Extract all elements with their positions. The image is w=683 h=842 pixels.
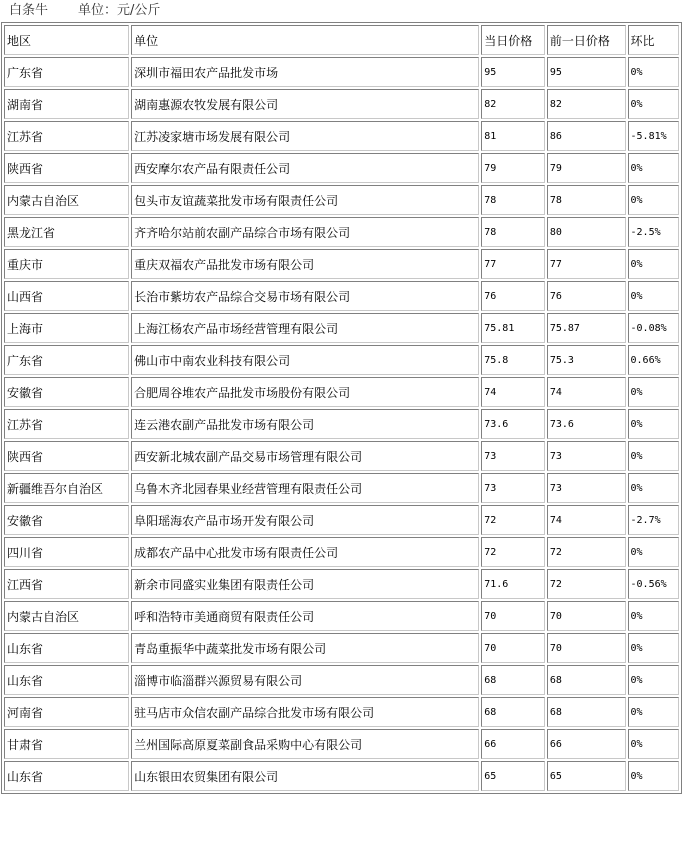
previous-price-cell: 77 [547,249,626,279]
table-caption [0,0,683,22]
today-price-cell: 78 [481,217,545,247]
market-cell: 西安摩尔农产品有限责任公司 [131,153,479,183]
today-price-cell: 82 [481,89,545,119]
previous-price-cell: 68 [547,697,626,727]
table-row [4,249,679,279]
today-price-cell: 66 [481,729,545,759]
market-cell: 阜阳瑶海农产品市场开发有限公司 [131,505,479,535]
today-price-cell: 77 [481,249,545,279]
previous-price-cell: 68 [547,665,626,695]
today-price-cell: 75.81 [481,313,545,343]
region-cell: 山东省 [4,665,129,695]
previous-price-cell: 75.3 [547,345,626,375]
today-price-cell: 73 [481,473,545,503]
market-cell: 包头市友谊蔬菜批发市场有限责任公司 [131,185,479,215]
change-cell: 0% [628,281,679,311]
price-unit: 单位：元/公斤 [78,3,161,18]
today-price-cell: 73.6 [481,409,545,439]
region-cell: 广东省 [4,57,129,87]
today-price-cell: 81 [481,121,545,151]
region-cell: 安徽省 [4,377,129,407]
table-row [4,633,679,663]
today-price-cell: 70 [481,633,545,663]
market-cell: 呼和浩特市美通商贸有限责任公司 [131,601,479,631]
market-cell: 湖南惠源农牧发展有限公司 [131,89,479,119]
change-cell: 0% [628,537,679,567]
table-header-row [4,25,679,55]
table-row [4,281,679,311]
table-row [4,441,679,471]
table-row [4,57,679,87]
price-table [1,22,682,794]
change-cell: 0% [628,665,679,695]
previous-price-cell: 95 [547,57,626,87]
market-cell: 新余市同盛实业集团有限责任公司 [131,569,479,599]
today-price-cell: 68 [481,697,545,727]
previous-price-cell: 73 [547,441,626,471]
change-cell: 0% [628,249,679,279]
market-cell: 合肥周谷堆农产品批发市场股份有限公司 [131,377,479,407]
region-cell: 河南省 [4,697,129,727]
market-cell: 兰州国际高原夏菜副食品采购中心有限公司 [131,729,479,759]
previous-price-cell: 80 [547,217,626,247]
market-cell: 佛山市中南农业科技有限公司 [131,345,479,375]
table-row [4,505,679,535]
table-row [4,569,679,599]
table-row [4,601,679,631]
region-cell: 重庆市 [4,249,129,279]
region-cell: 安徽省 [4,505,129,535]
region-cell: 陕西省 [4,153,129,183]
table-row [4,697,679,727]
previous-price-cell: 65 [547,761,626,791]
change-cell: 0% [628,601,679,631]
change-cell: 0% [628,57,679,87]
previous-price-cell: 74 [547,505,626,535]
region-cell: 四川省 [4,537,129,567]
change-cell: 0% [628,473,679,503]
table-row [4,473,679,503]
region-cell: 陕西省 [4,441,129,471]
today-price-cell: 75.8 [481,345,545,375]
region-cell: 山东省 [4,633,129,663]
previous-price-cell: 73 [547,473,626,503]
change-cell: 0% [628,377,679,407]
table-row [4,729,679,759]
region-cell: 江苏省 [4,409,129,439]
header-previous-price: 前一日价格 [547,25,626,55]
table-row [4,377,679,407]
market-cell: 西安新北城农副产品交易市场管理有限公司 [131,441,479,471]
change-cell: -2.7% [628,505,679,535]
today-price-cell: 95 [481,57,545,87]
change-cell: 0% [628,153,679,183]
change-cell: -5.81% [628,121,679,151]
change-cell: 0% [628,89,679,119]
table-row [4,761,679,791]
today-price-cell: 76 [481,281,545,311]
previous-price-cell: 72 [547,569,626,599]
market-cell: 深圳市福田农产品批发市场 [131,57,479,87]
table-row [4,89,679,119]
market-cell: 驻马店市众信农副产品综合批发市场有限公司 [131,697,479,727]
change-cell: 0% [628,697,679,727]
today-price-cell: 73 [481,441,545,471]
market-cell: 江苏凌家塘市场发展有限公司 [131,121,479,151]
market-cell: 连云港农副产品批发市场有限公司 [131,409,479,439]
table-row [4,121,679,151]
header-market: 单位 [131,25,479,55]
product-name: 白条牛 [9,3,49,18]
previous-price-cell: 73.6 [547,409,626,439]
previous-price-cell: 78 [547,185,626,215]
price-table-body [4,25,679,791]
previous-price-cell: 66 [547,729,626,759]
previous-price-cell: 75.87 [547,313,626,343]
table-row [4,153,679,183]
header-change: 环比 [628,25,679,55]
change-cell: 0% [628,729,679,759]
region-cell: 湖南省 [4,89,129,119]
market-cell: 淄博市临淄群兴源贸易有限公司 [131,665,479,695]
region-cell: 山东省 [4,761,129,791]
change-cell: 0% [628,761,679,791]
change-cell: 0% [628,441,679,471]
market-cell: 上海江杨农产品市场经营管理有限公司 [131,313,479,343]
today-price-cell: 70 [481,601,545,631]
table-row [4,185,679,215]
region-cell: 江西省 [4,569,129,599]
market-cell: 齐齐哈尔站前农副产品综合市场有限公司 [131,217,479,247]
change-cell: -0.56% [628,569,679,599]
previous-price-cell: 70 [547,601,626,631]
today-price-cell: 78 [481,185,545,215]
previous-price-cell: 74 [547,377,626,407]
previous-price-cell: 70 [547,633,626,663]
table-row [4,409,679,439]
change-cell: 0.66% [628,345,679,375]
region-cell: 广东省 [4,345,129,375]
change-cell: 0% [628,185,679,215]
change-cell: -2.5% [628,217,679,247]
region-cell: 山西省 [4,281,129,311]
change-cell: 0% [628,633,679,663]
region-cell: 黑龙江省 [4,217,129,247]
region-cell: 江苏省 [4,121,129,151]
today-price-cell: 68 [481,665,545,695]
region-cell: 内蒙古自治区 [4,185,129,215]
market-cell: 青岛重振华中蔬菜批发市场有限公司 [131,633,479,663]
region-cell: 甘肃省 [4,729,129,759]
table-row [4,665,679,695]
today-price-cell: 79 [481,153,545,183]
table-row [4,537,679,567]
today-price-cell: 71.6 [481,569,545,599]
previous-price-cell: 79 [547,153,626,183]
table-row [4,345,679,375]
change-cell: 0% [628,409,679,439]
previous-price-cell: 86 [547,121,626,151]
change-cell: -0.08% [628,313,679,343]
market-cell: 重庆双福农产品批发市场有限公司 [131,249,479,279]
table-row [4,217,679,247]
today-price-cell: 72 [481,505,545,535]
today-price-cell: 65 [481,761,545,791]
today-price-cell: 74 [481,377,545,407]
previous-price-cell: 82 [547,89,626,119]
market-cell: 长治市紫坊农产品综合交易市场有限公司 [131,281,479,311]
today-price-cell: 72 [481,537,545,567]
market-cell: 山东银田农贸集团有限公司 [131,761,479,791]
region-cell: 内蒙古自治区 [4,601,129,631]
header-region: 地区 [4,25,129,55]
market-cell: 成都农产品中心批发市场有限责任公司 [131,537,479,567]
region-cell: 上海市 [4,313,129,343]
region-cell: 新疆维吾尔自治区 [4,473,129,503]
header-today-price: 当日价格 [481,25,545,55]
previous-price-cell: 72 [547,537,626,567]
table-row [4,313,679,343]
market-cell: 乌鲁木齐北园春果业经营管理有限责任公司 [131,473,479,503]
previous-price-cell: 76 [547,281,626,311]
